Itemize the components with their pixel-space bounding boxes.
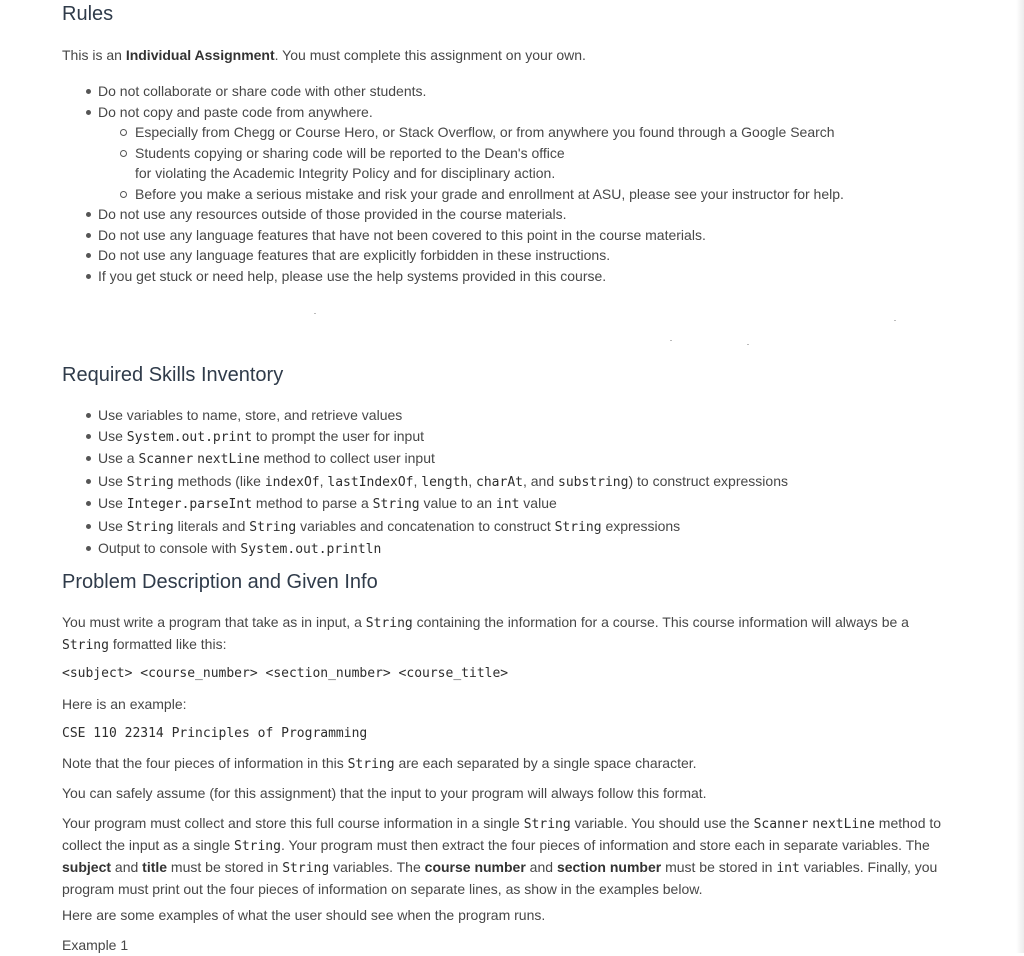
list-item	[62, 493, 788, 516]
bold-text: subject	[62, 859, 112, 875]
format-code: <subject> <course_number> <section_number> <course_title>	[62, 666, 509, 681]
text: ,	[319, 472, 328, 489]
list-item: Do not copy and paste code from anywhere.	[62, 102, 844, 123]
example-code: CSE 110 22314 Principles of Programming	[62, 726, 368, 741]
code: Integer.parseInt	[126, 497, 253, 512]
code: nextLine	[197, 452, 260, 467]
text: must be stored in	[167, 859, 283, 875]
problem-paragraph-4	[62, 813, 952, 900]
code: System.out.print	[126, 429, 253, 445]
text: Use	[98, 427, 127, 444]
sub-list-item-continuation: for violating the Academic Integrity Policy and for disciplinary action.	[135, 165, 556, 181]
code: String	[372, 497, 420, 512]
text: . Your program must then extract the four pieces of information and store each in separate variables. The	[280, 837, 930, 853]
text: . You must complete this assignment on your own.	[274, 47, 586, 63]
text: to prompt the user for input	[252, 427, 425, 444]
list-item	[62, 538, 788, 561]
artifact-dot	[314, 313, 316, 314]
text: method to collect the input as a single	[62, 815, 942, 853]
text: Use a	[98, 450, 139, 466]
text: and	[525, 859, 557, 875]
code: int	[776, 861, 800, 876]
sub-list-item: Students copying or sharing code will be reported to the Dean's office	[62, 143, 844, 164]
code: String	[554, 519, 602, 535]
page-shadow-edge	[1016, 0, 1024, 953]
code: String	[249, 519, 297, 535]
individual-assignment-bold: Individual Assignment	[125, 47, 275, 63]
text: variables and concatenation to construct	[296, 517, 555, 534]
code: nextLine	[812, 817, 875, 832]
text: methods (like	[173, 472, 265, 489]
problem-paragraph-3: You can safely assume (for this assignment) that the input to your program will always follow this format.	[62, 785, 707, 801]
skills-list	[62, 405, 788, 561]
code: length	[421, 474, 469, 490]
code: indexOf	[264, 474, 320, 490]
text: This is an	[62, 47, 126, 63]
list-item: Use variables to name, store, and retrieve values	[62, 405, 788, 426]
text: method to parse a	[252, 495, 373, 511]
text: variables. The	[329, 859, 425, 875]
code: Scanner	[753, 817, 809, 832]
code: String	[62, 638, 109, 653]
rules-intro	[62, 45, 952, 66]
code: charAt	[476, 474, 523, 490]
code: String	[234, 839, 281, 854]
problem-paragraph-1	[62, 612, 952, 656]
text: variable. You should use the	[570, 815, 754, 831]
code: System.out.println	[240, 542, 382, 557]
text: method to collect user input	[259, 450, 435, 466]
problem-heading: Problem Description and Given Info	[62, 571, 378, 593]
code: String	[126, 519, 174, 535]
code: String	[365, 616, 413, 631]
list-item	[62, 516, 788, 539]
text: Your program must collect and store this full course information in a single	[62, 815, 524, 831]
code: Scanner	[138, 452, 194, 467]
list-item: Do not use any resources outside of those provided in the course materials.	[62, 204, 844, 225]
sub-list-item: Before you make a serious mistake and risk your grade and enrollment at ASU, please see your instructor for help.	[62, 184, 844, 205]
text: are each separated by a single space character.	[394, 755, 697, 771]
text: ,	[413, 472, 422, 489]
bold-text: section number	[556, 859, 662, 875]
rules-heading: Rules	[62, 3, 114, 25]
code: String	[282, 861, 330, 876]
text: Note that the four pieces of information in this	[62, 755, 348, 771]
text: variables. Finally, you program must print out the four pieces of information on separate lines, as show in the examples below.	[62, 859, 938, 897]
list-item: Do not use any language features that are explicitly forbidden in these instructions.	[62, 245, 844, 266]
problem-paragraph-5: Here are some examples of what the user should see when the program runs.	[62, 907, 546, 923]
text: You must write a program that take as in input, a	[62, 614, 366, 630]
rules-list	[62, 81, 844, 286]
code: String	[347, 757, 395, 772]
code: substring	[558, 474, 629, 490]
list-item	[62, 426, 788, 449]
example-intro: Here is an example:	[62, 696, 187, 712]
text: , and	[522, 472, 559, 489]
text: ) to construct expressions	[628, 472, 788, 489]
text: ,	[468, 472, 477, 489]
list-item: Do not collaborate or share code with other students.	[62, 81, 844, 102]
problem-paragraph-2	[62, 753, 952, 775]
list-item: If you get stuck or need help, please use the help systems provided in this course.	[62, 266, 844, 287]
text: value to an	[419, 495, 496, 511]
code: int	[495, 497, 520, 512]
code: String	[126, 474, 174, 490]
text: formatted like this:	[108, 636, 227, 652]
text: Output to console with	[98, 540, 241, 556]
list-item: Do not use any language features that have not been covered to this point in the course materials.	[62, 225, 844, 246]
text: Use	[98, 517, 127, 534]
artifact-dot	[747, 344, 749, 345]
text: must be stored in	[661, 859, 777, 875]
text: Use	[98, 495, 127, 511]
sub-list-item: Especially from Chegg or Course Hero, or Stack Overflow, or from anywhere you found through a Google Search	[62, 122, 844, 143]
text: containing the information for a course. This course information will always be a	[412, 614, 909, 630]
text: value	[519, 495, 557, 511]
code: String	[523, 817, 571, 832]
text: expressions	[601, 517, 681, 534]
code: lastIndexOf	[327, 474, 414, 490]
artifact-dot	[894, 320, 896, 321]
list-item	[62, 448, 788, 471]
example-1-label: Example 1	[62, 937, 129, 953]
skills-heading: Required Skills Inventory	[62, 364, 284, 386]
text: literals and	[173, 517, 250, 534]
bold-text: title	[142, 859, 168, 875]
text: Use	[98, 472, 127, 489]
text: and	[111, 859, 143, 875]
bold-text: course number	[424, 859, 526, 875]
artifact-dot	[670, 340, 672, 341]
list-item	[62, 471, 788, 494]
